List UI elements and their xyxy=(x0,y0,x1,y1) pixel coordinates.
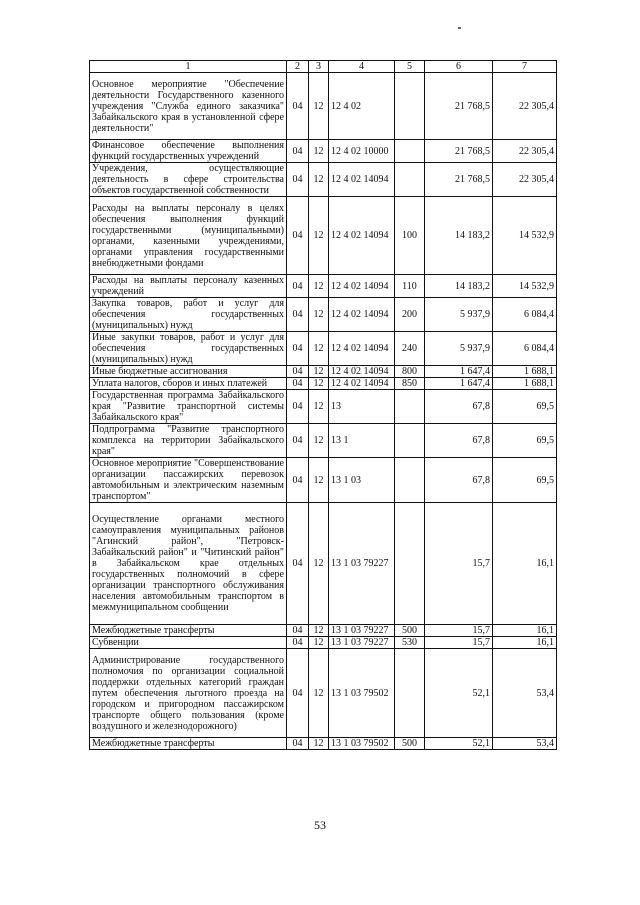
table-row xyxy=(90,140,557,163)
cell-amount-year1: 15,7 xyxy=(425,503,493,625)
cell-amount-year2: 16,1 xyxy=(493,503,557,625)
cell-target-article: 12 4 02 14094 xyxy=(329,366,395,378)
cell-subsection: 12 xyxy=(309,197,329,275)
table-row xyxy=(90,366,557,378)
col-header-6: 6 xyxy=(425,61,493,73)
table-row xyxy=(90,625,557,637)
cell-subsection: 12 xyxy=(309,390,329,424)
cell-amount-year2: 69,5 xyxy=(493,424,557,458)
cell-name: Субвенции xyxy=(90,637,287,649)
cell-amount-year2: 22 305,4 xyxy=(493,163,557,197)
cell-amount-year2: 6 084,4 xyxy=(493,298,557,332)
table-row xyxy=(90,390,557,424)
table-row xyxy=(90,637,557,649)
cell-section: 04 xyxy=(287,378,309,390)
cell-name: Расходы на выплаты персоналу казенных учреждений xyxy=(90,275,287,298)
cell-target-article: 13 1 xyxy=(329,424,395,458)
col-header-4: 4 xyxy=(329,61,395,73)
cell-section: 04 xyxy=(287,649,309,738)
cell-amount-year1: 52,1 xyxy=(425,649,493,738)
cell-subsection: 12 xyxy=(309,73,329,140)
cell-amount-year2: 53,4 xyxy=(493,649,557,738)
cell-target-article: 13 1 03 xyxy=(329,458,395,503)
cell-target-article: 12 4 02 10000 xyxy=(329,140,395,163)
cell-subsection: 12 xyxy=(309,424,329,458)
table-row xyxy=(90,197,557,275)
cell-section: 04 xyxy=(287,738,309,750)
cell-subsection: 12 xyxy=(309,332,329,366)
cell-name: Учреждения, осуществляющие деятельность в сфере строительства объектов государственной собственности xyxy=(90,163,287,197)
table-row xyxy=(90,73,557,140)
cell-name: Основное мероприятие "Совершенствование организации пассажирских перевозок автомобильным и электрическим наземным транспортом" xyxy=(90,458,287,503)
cell-subsection: 12 xyxy=(309,275,329,298)
cell-target-article: 12 4 02 14094 xyxy=(329,163,395,197)
cell-amount-year1: 1 647,4 xyxy=(425,366,493,378)
cell-amount-year1: 14 183,2 xyxy=(425,275,493,298)
cell-amount-year2: 14 532,9 xyxy=(493,197,557,275)
table-row xyxy=(90,298,557,332)
cell-subsection: 12 xyxy=(309,366,329,378)
cell-amount-year2: 22 305,4 xyxy=(493,73,557,140)
cell-amount-year1: 52,1 xyxy=(425,738,493,750)
cell-section: 04 xyxy=(287,637,309,649)
cell-expense-type: 240 xyxy=(395,332,425,366)
cell-expense-type: 800 xyxy=(395,366,425,378)
cell-target-article: 13 1 03 79502 xyxy=(329,649,395,738)
cell-expense-type: 850 xyxy=(395,378,425,390)
cell-expense-type: 500 xyxy=(395,625,425,637)
cell-subsection: 12 xyxy=(309,458,329,503)
cell-name: Расходы на выплаты персоналу в целях обеспечения выполнения функций государственными (муниципальными) органами, казенными учреждениями, органами управления государственными внебюджетными фондами xyxy=(90,197,287,275)
cell-amount-year1: 14 183,2 xyxy=(425,197,493,275)
cell-amount-year2: 16,1 xyxy=(493,637,557,649)
cell-target-article: 13 xyxy=(329,390,395,424)
table-row xyxy=(90,503,557,625)
cell-expense-type xyxy=(395,649,425,738)
table-row xyxy=(90,378,557,390)
cell-subsection: 12 xyxy=(309,738,329,750)
cell-target-article: 13 1 03 79227 xyxy=(329,625,395,637)
cell-amount-year2: 1 688,1 xyxy=(493,366,557,378)
cell-section: 04 xyxy=(287,366,309,378)
cell-name: Иные бюджетные ассигнования xyxy=(90,366,287,378)
cell-name: Межбюджетные трансферты xyxy=(90,738,287,750)
cell-target-article: 12 4 02 14094 xyxy=(329,275,395,298)
cell-section: 04 xyxy=(287,625,309,637)
cell-amount-year2: 22 305,4 xyxy=(493,140,557,163)
cell-expense-type: 110 xyxy=(395,275,425,298)
col-header-3: 3 xyxy=(309,61,329,73)
cell-expense-type: 100 xyxy=(395,197,425,275)
cell-amount-year2: 14 532,9 xyxy=(493,275,557,298)
cell-amount-year2: 53,4 xyxy=(493,738,557,750)
cell-amount-year2: 6 084,4 xyxy=(493,332,557,366)
cell-amount-year1: 21 768,5 xyxy=(425,140,493,163)
cell-name: Основное мероприятие "Обеспечение деятельности Государственного казенного учреждения "Служба единого заказчика" Забайкальского края в установленной сфере деятельности" xyxy=(90,73,287,140)
cell-section: 04 xyxy=(287,458,309,503)
cell-amount-year1: 5 937,9 xyxy=(425,332,493,366)
cell-section: 04 xyxy=(287,503,309,625)
table-row xyxy=(90,332,557,366)
cell-name: Финансовое обеспечение выполнения функций государственных учреждений xyxy=(90,140,287,163)
cell-name: Подпрограмма "Развитие транспортного комплекса на территории Забайкальского края" xyxy=(90,424,287,458)
cell-expense-type xyxy=(395,458,425,503)
cell-amount-year2: 16,1 xyxy=(493,625,557,637)
cell-expense-type xyxy=(395,140,425,163)
cell-subsection: 12 xyxy=(309,140,329,163)
cell-name: Закупка товаров, работ и услуг для обеспечения государственных (муниципальных) нужд xyxy=(90,298,287,332)
cell-name: Государственная программа Забайкальского края "Развитие транспортной системы Забайкальского края" xyxy=(90,390,287,424)
cell-name: Иные закупки товаров, работ и услуг для обеспечения государственных (муниципальных) нужд xyxy=(90,332,287,366)
col-header-1: 1 xyxy=(90,61,287,73)
cell-amount-year1: 1 647,4 xyxy=(425,378,493,390)
cell-amount-year2: 69,5 xyxy=(493,458,557,503)
cell-target-article: 12 4 02 xyxy=(329,73,395,140)
scan-speck xyxy=(458,27,461,29)
cell-expense-type: 530 xyxy=(395,637,425,649)
cell-section: 04 xyxy=(287,275,309,298)
cell-subsection: 12 xyxy=(309,649,329,738)
cell-name: Администрирование государственного полномочия по организации социальной поддержки отдельных категорий граждан путем обеспечения льготного проезда на городском и пригородном пассажирском транспорте общего пользования (кроме воздушного и железнодорожного) xyxy=(90,649,287,738)
cell-amount-year1: 15,7 xyxy=(425,625,493,637)
cell-subsection: 12 xyxy=(309,378,329,390)
col-header-2: 2 xyxy=(287,61,309,73)
cell-section: 04 xyxy=(287,73,309,140)
cell-amount-year1: 21 768,5 xyxy=(425,163,493,197)
cell-amount-year2: 1 688,1 xyxy=(493,378,557,390)
cell-expense-type xyxy=(395,424,425,458)
table-row xyxy=(90,424,557,458)
col-header-7: 7 xyxy=(493,61,557,73)
cell-amount-year2: 69,5 xyxy=(493,390,557,424)
cell-expense-type: 200 xyxy=(395,298,425,332)
budget-table xyxy=(89,60,557,750)
cell-subsection: 12 xyxy=(309,298,329,332)
cell-section: 04 xyxy=(287,424,309,458)
table-row xyxy=(90,275,557,298)
cell-section: 04 xyxy=(287,298,309,332)
table-row xyxy=(90,738,557,750)
table-row xyxy=(90,163,557,197)
cell-amount-year1: 15,7 xyxy=(425,637,493,649)
cell-amount-year1: 67,8 xyxy=(425,458,493,503)
cell-subsection: 12 xyxy=(309,503,329,625)
cell-expense-type xyxy=(395,163,425,197)
cell-expense-type: 500 xyxy=(395,738,425,750)
cell-section: 04 xyxy=(287,163,309,197)
cell-amount-year1: 5 937,9 xyxy=(425,298,493,332)
header-row xyxy=(90,61,557,73)
col-header-5: 5 xyxy=(395,61,425,73)
cell-name: Межбюджетные трансферты xyxy=(90,625,287,637)
cell-subsection: 12 xyxy=(309,163,329,197)
cell-target-article: 13 1 03 79227 xyxy=(329,637,395,649)
cell-target-article: 13 1 03 79502 xyxy=(329,738,395,750)
page-number: 53 xyxy=(314,818,326,832)
cell-expense-type xyxy=(395,503,425,625)
cell-subsection: 12 xyxy=(309,625,329,637)
cell-amount-year1: 67,8 xyxy=(425,424,493,458)
cell-subsection: 12 xyxy=(309,637,329,649)
cell-section: 04 xyxy=(287,390,309,424)
cell-amount-year1: 21 768,5 xyxy=(425,73,493,140)
table-row xyxy=(90,458,557,503)
cell-name: Осуществление органами местного самоуправления муниципальных районов "Агинский район", "Петровск-Забайкальский район" и "Читинский район" в Забайкальском крае отдельных государственных полномочий в сфере организации транспортного обслуживания населения автомобильным транспортом в межмуниципальном сообщении xyxy=(90,503,287,625)
cell-amount-year1: 67,8 xyxy=(425,390,493,424)
cell-target-article: 13 1 03 79227 xyxy=(329,503,395,625)
cell-target-article: 12 4 02 14094 xyxy=(329,197,395,275)
cell-name: Уплата налогов, сборов и иных платежей xyxy=(90,378,287,390)
cell-target-article: 12 4 02 14094 xyxy=(329,378,395,390)
table-row xyxy=(90,649,557,738)
cell-expense-type xyxy=(395,390,425,424)
cell-expense-type xyxy=(395,73,425,140)
cell-target-article: 12 4 02 14094 xyxy=(329,298,395,332)
cell-target-article: 12 4 02 14094 xyxy=(329,332,395,366)
cell-section: 04 xyxy=(287,197,309,275)
cell-section: 04 xyxy=(287,140,309,163)
cell-section: 04 xyxy=(287,332,309,366)
